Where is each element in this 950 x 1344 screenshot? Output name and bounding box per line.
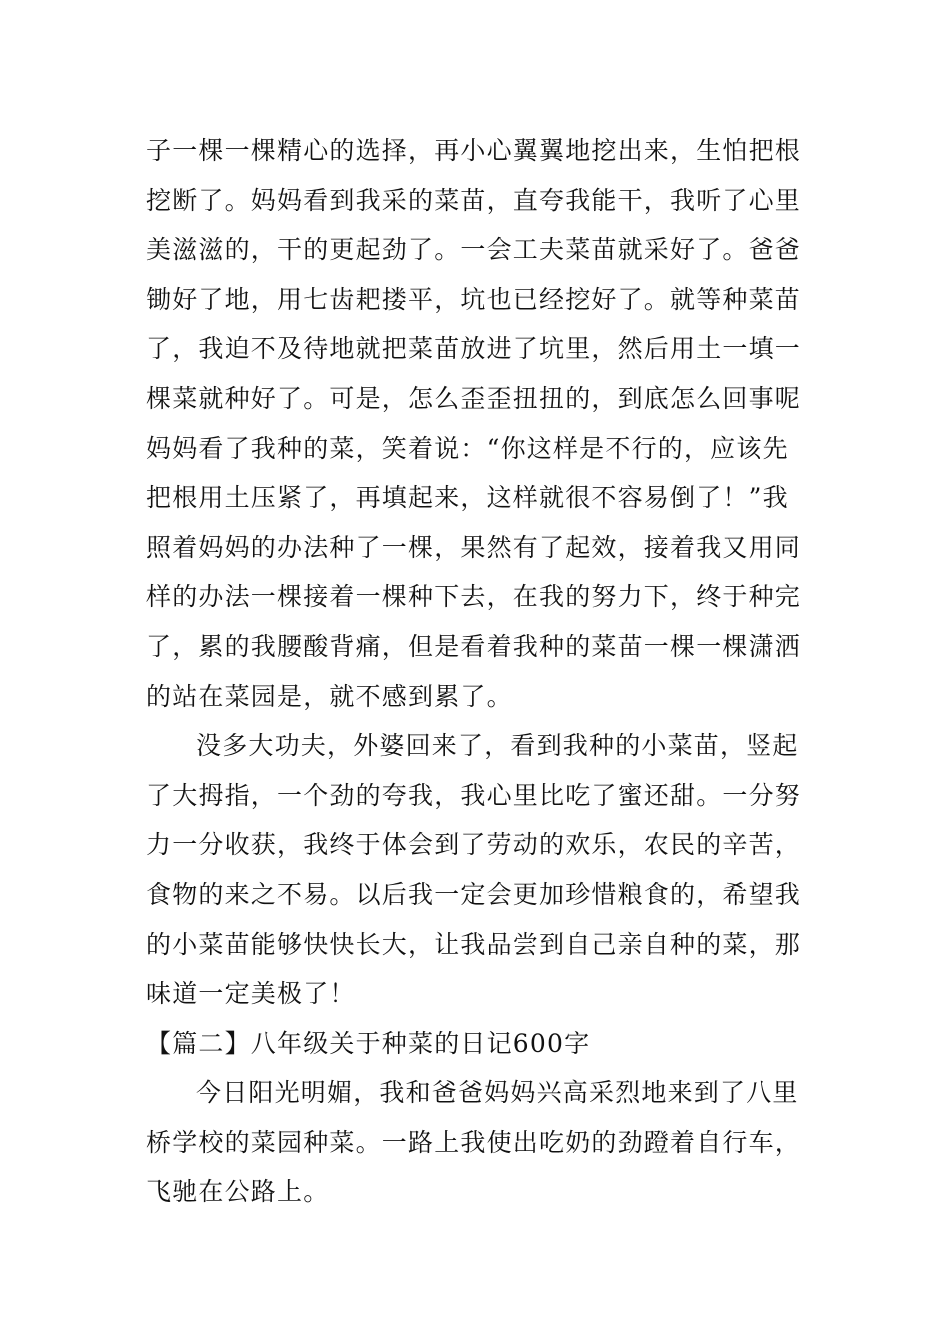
document-body <box>146 126 816 1217</box>
text-line: 了，我迫不及待地就把菜苗放进了坑里，然后用土一填一 <box>146 334 802 364</box>
paragraph-1 <box>146 126 816 721</box>
text-line: 照着妈妈的办法种了一棵，果然有了起效，接着我又用同 <box>146 532 802 562</box>
text-line: 了大拇指，一个劲的夸我，我心里比吃了蜜还甜。一分努 <box>146 780 802 810</box>
text-line: 飞驰在公路上。 <box>146 1177 330 1207</box>
text-line: 妈妈看了我种的菜，笑着说：“你这样是不行的，应该先 <box>146 433 789 463</box>
text-line: 味道一定美极了！ <box>146 979 356 1009</box>
text-line: 锄好了地，用七齿耙搂平，坑也已经挖好了。就等种菜苗 <box>146 284 802 314</box>
text-line-indented: 没多大功夫，外婆回来了，看到我种的小菜苗，竖起 <box>196 731 799 761</box>
text-line: 的站在菜园是，就不感到累了。 <box>146 681 513 711</box>
text-line: 棵菜就种好了。可是，怎么歪歪扭扭的，到底怎么回事呢 <box>146 383 802 413</box>
text-line-indented: 今日阳光明媚，我和爸爸妈妈兴高采烈地来到了八里 <box>196 1078 799 1108</box>
section-heading: 【篇二】八年级关于种菜的日记600字 <box>146 1028 591 1058</box>
paragraph-3 <box>146 1068 816 1217</box>
text-line: 食物的来之不易。以后我一定会更加珍惜粮食的，希望我 <box>146 879 802 909</box>
text-line: 样的办法一棵接着一棵种下去，在我的努力下，终于种完 <box>146 582 802 612</box>
text-line: 力一分收获，我终于体会到了劳动的欢乐，农民的辛苦， <box>146 830 802 860</box>
paragraph-2 <box>146 721 816 1019</box>
text-line: 的小菜苗能够快快长大，让我品尝到自己亲自种的菜，那 <box>146 929 802 959</box>
text-line: 挖断了。妈妈看到我采的菜苗，直夸我能干，我听了心里 <box>146 185 802 215</box>
text-line: 子一棵一棵精心的选择，再小心翼翼地挖出来，生怕把根 <box>146 136 802 165</box>
text-line: 桥学校的菜园种菜。一路上我使出吃奶的劲蹬着自行车， <box>146 1127 802 1157</box>
text-line: 把根用土压紧了，再填起来，这样就很不容易倒了！”我 <box>146 483 789 513</box>
text-line: 了，累的我腰酸背痛，但是看着我种的菜苗一棵一棵潇洒 <box>146 631 802 661</box>
text-line: 美滋滋的，干的更起劲了。一会工夫菜苗就采好了。爸爸 <box>146 235 802 265</box>
